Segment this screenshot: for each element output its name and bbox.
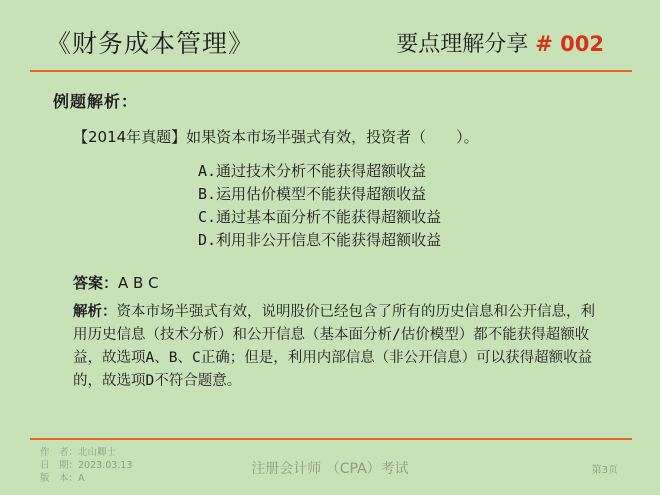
answer-line xyxy=(73,272,159,293)
slide-number-badge: # 002 xyxy=(535,32,604,56)
meta-version: 版 本：A xyxy=(40,473,85,484)
bottom-divider xyxy=(30,438,632,440)
analysis-text: 资本市场半强式有效，说明股价已经包含了所有的历史信息和公开信息，利用历史信息（技术分析）和公开信息（基本面分析/估价模型）都不能获得超额收益，故选项A、B、C正确；但是，利用内部信息（非公开信息）可以获得超额收益的，故选项D不符合题意。 xyxy=(73,304,595,389)
question-text: 【2014年真题】如果资本市场半强式有效，投资者（ ）。 xyxy=(73,128,479,146)
option-b: B.运用估价模型不能获得超额收益 xyxy=(198,185,427,203)
answer-label: 答案： xyxy=(73,274,119,292)
top-divider xyxy=(30,70,632,72)
slide-title: 《财务成本管理》 xyxy=(46,29,255,58)
analysis-paragraph xyxy=(73,301,608,393)
section-heading: 例题解析： xyxy=(53,92,139,111)
page-number: 第3页 xyxy=(591,465,618,476)
meta-author: 作 者：北山卿士 xyxy=(40,447,117,458)
option-a: A.通过技术分析不能获得超额收益 xyxy=(198,162,427,180)
slide-subtitle xyxy=(396,27,604,58)
option-d: D.利用非公开信息不能获得超额收益 xyxy=(198,231,442,249)
analysis-label: 解析： xyxy=(73,304,117,320)
options-list xyxy=(198,160,441,252)
subtitle-text: 要点理解分享 xyxy=(396,32,529,57)
meta-date: 日 期：2023.03.13 xyxy=(40,460,133,471)
footer-exam-title: 注册会计师 （CPA）考试 xyxy=(251,461,409,477)
option-c: C.通过基本面分析不能获得超额收益 xyxy=(198,208,442,226)
answer-value: A B C xyxy=(118,274,159,292)
